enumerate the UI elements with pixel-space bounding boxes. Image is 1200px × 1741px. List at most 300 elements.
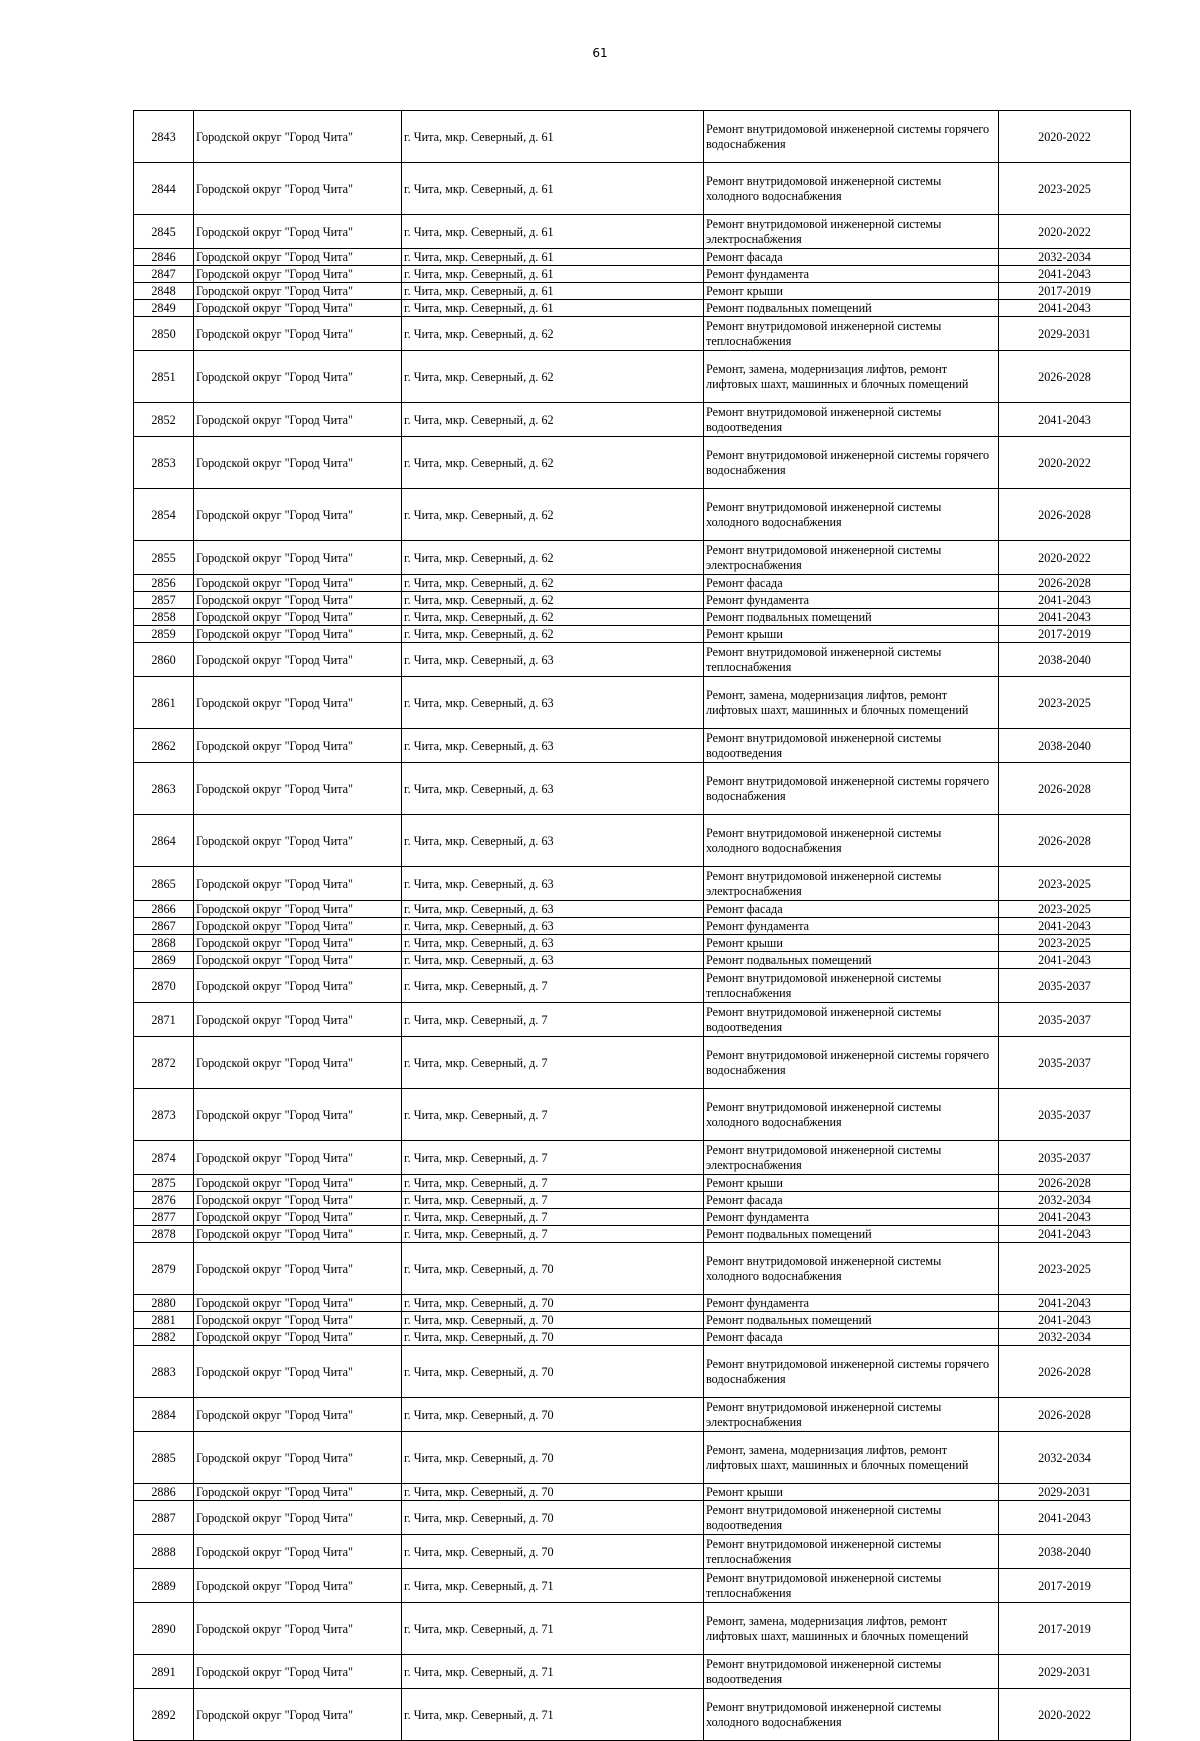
period-cell: 2035-2037	[999, 1003, 1131, 1037]
table-row	[134, 677, 1131, 729]
period-cell: 2020-2022	[999, 437, 1131, 489]
row-number-cell: 2867	[134, 918, 194, 935]
table-row	[134, 1295, 1131, 1312]
address-cell: г. Чита, мкр. Северный, д. 62	[402, 626, 704, 643]
period-cell: 2020-2022	[999, 111, 1131, 163]
address-cell: г. Чита, мкр. Северный, д. 61	[402, 300, 704, 317]
work-type-cell: Ремонт внутридомовой инженерной системы электроснабжения	[704, 867, 999, 901]
row-number-cell: 2865	[134, 867, 194, 901]
municipality-cell: Городской округ "Город Чита"	[194, 215, 402, 249]
page-number: 61	[592, 46, 608, 60]
address-cell: г. Чита, мкр. Северный, д. 61	[402, 249, 704, 266]
table-row	[134, 283, 1131, 300]
table-row	[134, 249, 1131, 266]
municipality-cell: Городской округ "Город Чита"	[194, 1398, 402, 1432]
address-cell: г. Чита, мкр. Северный, д. 70	[402, 1432, 704, 1484]
address-cell: г. Чита, мкр. Северный, д. 62	[402, 541, 704, 575]
period-cell: 2035-2037	[999, 969, 1131, 1003]
table-row	[134, 935, 1131, 952]
work-type-cell: Ремонт подвальных помещений	[704, 1312, 999, 1329]
municipality-cell: Городской округ "Город Чита"	[194, 1569, 402, 1603]
address-cell: г. Чита, мкр. Северный, д. 63	[402, 729, 704, 763]
work-type-cell: Ремонт внутридомовой инженерной системы водоотведения	[704, 1003, 999, 1037]
table-row	[134, 1312, 1131, 1329]
address-cell: г. Чита, мкр. Северный, д. 71	[402, 1689, 704, 1741]
table-row	[134, 575, 1131, 592]
address-cell: г. Чита, мкр. Северный, д. 71	[402, 1603, 704, 1655]
municipality-cell: Городской округ "Город Чита"	[194, 935, 402, 952]
row-number-cell: 2848	[134, 283, 194, 300]
period-cell: 2035-2037	[999, 1037, 1131, 1089]
address-cell: г. Чита, мкр. Северный, д. 7	[402, 1192, 704, 1209]
table-row	[134, 867, 1131, 901]
table-row	[134, 1501, 1131, 1535]
municipality-cell: Городской округ "Город Чита"	[194, 1312, 402, 1329]
municipality-cell: Городской округ "Город Чита"	[194, 1089, 402, 1141]
table-row	[134, 1432, 1131, 1484]
table-row	[134, 1141, 1131, 1175]
municipality-cell: Городской округ "Город Чита"	[194, 643, 402, 677]
municipality-cell: Городской округ "Город Чита"	[194, 1329, 402, 1346]
work-type-cell: Ремонт, замена, модернизация лифтов, ремонт лифтовых шахт, машинных и блочных помещений	[704, 1432, 999, 1484]
municipality-cell: Городской округ "Город Чита"	[194, 266, 402, 283]
work-type-cell: Ремонт, замена, модернизация лифтов, ремонт лифтовых шахт, машинных и блочных помещений	[704, 351, 999, 403]
work-type-cell: Ремонт внутридомовой инженерной системы водоотведения	[704, 729, 999, 763]
row-number-cell: 2861	[134, 677, 194, 729]
row-number-cell: 2862	[134, 729, 194, 763]
address-cell: г. Чита, мкр. Северный, д. 62	[402, 489, 704, 541]
period-cell: 2023-2025	[999, 163, 1131, 215]
row-number-cell: 2892	[134, 1689, 194, 1741]
address-cell: г. Чита, мкр. Северный, д. 62	[402, 317, 704, 351]
work-type-cell: Ремонт внутридомовой инженерной системы электроснабжения	[704, 1141, 999, 1175]
row-number-cell: 2869	[134, 952, 194, 969]
table-row	[134, 1346, 1131, 1398]
municipality-cell: Городской округ "Город Чита"	[194, 1484, 402, 1501]
address-cell: г. Чита, мкр. Северный, д. 71	[402, 1569, 704, 1603]
work-type-cell: Ремонт крыши	[704, 283, 999, 300]
municipality-cell: Городской округ "Город Чита"	[194, 1003, 402, 1037]
work-type-cell: Ремонт подвальных помещений	[704, 300, 999, 317]
address-cell: г. Чита, мкр. Северный, д. 63	[402, 867, 704, 901]
work-type-cell: Ремонт крыши	[704, 935, 999, 952]
row-number-cell: 2844	[134, 163, 194, 215]
table-row	[134, 763, 1131, 815]
table-row	[134, 163, 1131, 215]
address-cell: г. Чита, мкр. Северный, д. 63	[402, 763, 704, 815]
address-cell: г. Чита, мкр. Северный, д. 7	[402, 1003, 704, 1037]
period-cell: 2026-2028	[999, 489, 1131, 541]
work-type-cell: Ремонт фасада	[704, 1329, 999, 1346]
work-type-cell: Ремонт внутридомовой инженерной системы теплоснабжения	[704, 317, 999, 351]
work-type-cell: Ремонт фундамента	[704, 918, 999, 935]
address-cell: г. Чита, мкр. Северный, д. 70	[402, 1535, 704, 1569]
period-cell: 2041-2043	[999, 266, 1131, 283]
address-cell: г. Чита, мкр. Северный, д. 61	[402, 266, 704, 283]
row-number-cell: 2850	[134, 317, 194, 351]
municipality-cell: Городской округ "Город Чита"	[194, 918, 402, 935]
work-type-cell: Ремонт крыши	[704, 1484, 999, 1501]
table-row	[134, 1175, 1131, 1192]
row-number-cell: 2888	[134, 1535, 194, 1569]
municipality-cell: Городской округ "Город Чита"	[194, 1037, 402, 1089]
work-type-cell: Ремонт внутридомовой инженерной системы горячего водоснабжения	[704, 111, 999, 163]
row-number-cell: 2880	[134, 1295, 194, 1312]
period-cell: 2038-2040	[999, 643, 1131, 677]
table-row	[134, 1209, 1131, 1226]
row-number-cell: 2852	[134, 403, 194, 437]
table-row	[134, 317, 1131, 351]
address-cell: г. Чита, мкр. Северный, д. 70	[402, 1295, 704, 1312]
period-cell: 2017-2019	[999, 1569, 1131, 1603]
municipality-cell: Городской округ "Город Чита"	[194, 952, 402, 969]
work-type-cell: Ремонт внутридомовой инженерной системы электроснабжения	[704, 1398, 999, 1432]
table-row	[134, 1329, 1131, 1346]
table-row	[134, 1398, 1131, 1432]
work-type-cell: Ремонт внутридомовой инженерной системы водоотведения	[704, 1655, 999, 1689]
period-cell: 2041-2043	[999, 1312, 1131, 1329]
work-type-cell: Ремонт внутридомовой инженерной системы электроснабжения	[704, 215, 999, 249]
work-type-cell: Ремонт фундамента	[704, 1209, 999, 1226]
work-type-cell: Ремонт внутридомовой инженерной системы водоотведения	[704, 1501, 999, 1535]
work-type-cell: Ремонт фундамента	[704, 592, 999, 609]
period-cell: 2023-2025	[999, 867, 1131, 901]
address-cell: г. Чита, мкр. Северный, д. 63	[402, 918, 704, 935]
table-row	[134, 351, 1131, 403]
period-cell: 2041-2043	[999, 1226, 1131, 1243]
address-cell: г. Чита, мкр. Северный, д. 70	[402, 1501, 704, 1535]
table-row	[134, 300, 1131, 317]
work-type-cell: Ремонт внутридомовой инженерной системы холодного водоснабжения	[704, 1089, 999, 1141]
row-number-cell: 2860	[134, 643, 194, 677]
address-cell: г. Чита, мкр. Северный, д. 7	[402, 1226, 704, 1243]
period-cell: 2029-2031	[999, 1655, 1131, 1689]
table-row	[134, 1655, 1131, 1689]
row-number-cell: 2875	[134, 1175, 194, 1192]
municipality-cell: Городской округ "Город Чита"	[194, 1141, 402, 1175]
period-cell: 2023-2025	[999, 901, 1131, 918]
address-cell: г. Чита, мкр. Северный, д. 61	[402, 111, 704, 163]
period-cell: 2032-2034	[999, 1329, 1131, 1346]
row-number-cell: 2845	[134, 215, 194, 249]
municipality-cell: Городской округ "Город Чита"	[194, 1346, 402, 1398]
work-type-cell: Ремонт внутридомовой инженерной системы горячего водоснабжения	[704, 763, 999, 815]
period-cell: 2041-2043	[999, 592, 1131, 609]
work-type-cell: Ремонт, замена, модернизация лифтов, ремонт лифтовых шахт, машинных и блочных помещений	[704, 677, 999, 729]
row-number-cell: 2858	[134, 609, 194, 626]
work-type-cell: Ремонт, замена, модернизация лифтов, ремонт лифтовых шахт, машинных и блочных помещений	[704, 1603, 999, 1655]
table-row	[134, 1689, 1131, 1741]
work-type-cell: Ремонт внутридомовой инженерной системы холодного водоснабжения	[704, 163, 999, 215]
work-type-cell: Ремонт внутридомовой инженерной системы теплоснабжения	[704, 969, 999, 1003]
period-cell: 2041-2043	[999, 300, 1131, 317]
municipality-cell: Городской округ "Город Чита"	[194, 1226, 402, 1243]
table-row	[134, 1569, 1131, 1603]
municipality-cell: Городской округ "Город Чита"	[194, 111, 402, 163]
work-type-cell: Ремонт внутридомовой инженерной системы горячего водоснабжения	[704, 1037, 999, 1089]
municipality-cell: Городской округ "Город Чита"	[194, 867, 402, 901]
period-cell: 2026-2028	[999, 1346, 1131, 1398]
work-type-cell: Ремонт внутридомовой инженерной системы горячего водоснабжения	[704, 1346, 999, 1398]
address-cell: г. Чита, мкр. Северный, д. 63	[402, 815, 704, 867]
municipality-cell: Городской округ "Город Чита"	[194, 283, 402, 300]
address-cell: г. Чита, мкр. Северный, д. 62	[402, 403, 704, 437]
work-type-cell: Ремонт внутридомовой инженерной системы горячего водоснабжения	[704, 437, 999, 489]
row-number-cell: 2849	[134, 300, 194, 317]
row-number-cell: 2843	[134, 111, 194, 163]
municipality-cell: Городской округ "Город Чита"	[194, 575, 402, 592]
municipality-cell: Городской округ "Город Чита"	[194, 163, 402, 215]
table-row	[134, 609, 1131, 626]
municipality-cell: Городской округ "Город Чита"	[194, 541, 402, 575]
row-number-cell: 2891	[134, 1655, 194, 1689]
municipality-cell: Городской округ "Город Чита"	[194, 1243, 402, 1295]
work-type-cell: Ремонт крыши	[704, 626, 999, 643]
row-number-cell: 2851	[134, 351, 194, 403]
address-cell: г. Чита, мкр. Северный, д. 70	[402, 1329, 704, 1346]
row-number-cell: 2853	[134, 437, 194, 489]
period-cell: 2017-2019	[999, 1603, 1131, 1655]
table-row	[134, 918, 1131, 935]
period-cell: 2023-2025	[999, 1243, 1131, 1295]
address-cell: г. Чита, мкр. Северный, д. 7	[402, 1037, 704, 1089]
municipality-cell: Городской округ "Город Чита"	[194, 1209, 402, 1226]
work-type-cell: Ремонт внутридомовой инженерной системы теплоснабжения	[704, 643, 999, 677]
address-cell: г. Чита, мкр. Северный, д. 71	[402, 1655, 704, 1689]
address-cell: г. Чита, мкр. Северный, д. 62	[402, 351, 704, 403]
address-cell: г. Чита, мкр. Северный, д. 7	[402, 1175, 704, 1192]
period-cell: 2041-2043	[999, 1209, 1131, 1226]
row-number-cell: 2878	[134, 1226, 194, 1243]
period-cell: 2029-2031	[999, 1484, 1131, 1501]
address-cell: г. Чита, мкр. Северный, д. 62	[402, 609, 704, 626]
work-type-cell: Ремонт фасада	[704, 901, 999, 918]
address-cell: г. Чита, мкр. Северный, д. 63	[402, 952, 704, 969]
work-type-cell: Ремонт внутридомовой инженерной системы холодного водоснабжения	[704, 1689, 999, 1741]
table-row	[134, 626, 1131, 643]
period-cell: 2017-2019	[999, 626, 1131, 643]
municipality-cell: Городской округ "Город Чита"	[194, 763, 402, 815]
work-type-cell: Ремонт внутридомовой инженерной системы холодного водоснабжения	[704, 815, 999, 867]
work-type-cell: Ремонт внутридомовой инженерной системы водоотведения	[704, 403, 999, 437]
municipality-cell: Городской округ "Город Чита"	[194, 1535, 402, 1569]
municipality-cell: Городской округ "Город Чита"	[194, 1192, 402, 1209]
row-number-cell: 2868	[134, 935, 194, 952]
address-cell: г. Чита, мкр. Северный, д. 7	[402, 1141, 704, 1175]
address-cell: г. Чита, мкр. Северный, д. 70	[402, 1484, 704, 1501]
work-type-cell: Ремонт фундамента	[704, 266, 999, 283]
row-number-cell: 2877	[134, 1209, 194, 1226]
period-cell: 2020-2022	[999, 541, 1131, 575]
address-cell: г. Чита, мкр. Северный, д. 70	[402, 1243, 704, 1295]
period-cell: 2029-2031	[999, 317, 1131, 351]
municipality-cell: Городской округ "Город Чита"	[194, 317, 402, 351]
work-type-cell: Ремонт внутридомовой инженерной системы холодного водоснабжения	[704, 1243, 999, 1295]
repair-schedule-table	[133, 110, 1131, 1741]
address-cell: г. Чита, мкр. Северный, д. 70	[402, 1398, 704, 1432]
address-cell: г. Чита, мкр. Северный, д. 61	[402, 163, 704, 215]
table-row	[134, 1484, 1131, 1501]
row-number-cell: 2855	[134, 541, 194, 575]
work-type-cell: Ремонт внутридомовой инженерной системы холодного водоснабжения	[704, 489, 999, 541]
period-cell: 2032-2034	[999, 1432, 1131, 1484]
address-cell: г. Чита, мкр. Северный, д. 63	[402, 935, 704, 952]
period-cell: 2023-2025	[999, 935, 1131, 952]
table-row	[134, 1089, 1131, 1141]
row-number-cell: 2854	[134, 489, 194, 541]
table-row	[134, 215, 1131, 249]
municipality-cell: Городской округ "Город Чита"	[194, 1175, 402, 1192]
period-cell: 2023-2025	[999, 677, 1131, 729]
period-cell: 2041-2043	[999, 1501, 1131, 1535]
period-cell: 2035-2037	[999, 1089, 1131, 1141]
period-cell: 2041-2043	[999, 918, 1131, 935]
row-number-cell: 2887	[134, 1501, 194, 1535]
row-number-cell: 2866	[134, 901, 194, 918]
address-cell: г. Чита, мкр. Северный, д. 61	[402, 215, 704, 249]
row-number-cell: 2872	[134, 1037, 194, 1089]
row-number-cell: 2864	[134, 815, 194, 867]
row-number-cell: 2882	[134, 1329, 194, 1346]
period-cell: 2041-2043	[999, 609, 1131, 626]
period-cell: 2032-2034	[999, 1192, 1131, 1209]
work-type-cell: Ремонт внутридомовой инженерной системы электроснабжения	[704, 541, 999, 575]
row-number-cell: 2874	[134, 1141, 194, 1175]
work-type-cell: Ремонт фундамента	[704, 1295, 999, 1312]
row-number-cell: 2857	[134, 592, 194, 609]
period-cell: 2026-2028	[999, 815, 1131, 867]
municipality-cell: Городской округ "Город Чита"	[194, 1689, 402, 1741]
municipality-cell: Городской округ "Город Чита"	[194, 489, 402, 541]
table-row	[134, 1037, 1131, 1089]
table-row	[134, 541, 1131, 575]
table-row	[134, 952, 1131, 969]
period-cell: 2017-2019	[999, 283, 1131, 300]
work-type-cell: Ремонт фасада	[704, 1192, 999, 1209]
row-number-cell: 2863	[134, 763, 194, 815]
municipality-cell: Городской округ "Город Чита"	[194, 729, 402, 763]
address-cell: г. Чита, мкр. Северный, д. 70	[402, 1312, 704, 1329]
period-cell: 2032-2034	[999, 249, 1131, 266]
period-cell: 2026-2028	[999, 1398, 1131, 1432]
row-number-cell: 2847	[134, 266, 194, 283]
table-row	[134, 815, 1131, 867]
period-cell: 2041-2043	[999, 952, 1131, 969]
table-row	[134, 1243, 1131, 1295]
row-number-cell: 2876	[134, 1192, 194, 1209]
period-cell: 2035-2037	[999, 1141, 1131, 1175]
row-number-cell: 2871	[134, 1003, 194, 1037]
municipality-cell: Городской округ "Город Чита"	[194, 626, 402, 643]
table-row	[134, 729, 1131, 763]
municipality-cell: Городской округ "Город Чита"	[194, 815, 402, 867]
work-type-cell: Ремонт подвальных помещений	[704, 609, 999, 626]
municipality-cell: Городской округ "Город Чита"	[194, 1432, 402, 1484]
municipality-cell: Городской округ "Город Чита"	[194, 249, 402, 266]
period-cell: 2026-2028	[999, 351, 1131, 403]
table-row	[134, 489, 1131, 541]
address-cell: г. Чита, мкр. Северный, д. 62	[402, 575, 704, 592]
table-body	[134, 111, 1131, 1741]
work-type-cell: Ремонт внутридомовой инженерной системы теплоснабжения	[704, 1569, 999, 1603]
municipality-cell: Городской округ "Город Чита"	[194, 901, 402, 918]
row-number-cell: 2873	[134, 1089, 194, 1141]
address-cell: г. Чита, мкр. Северный, д. 63	[402, 643, 704, 677]
row-number-cell: 2890	[134, 1603, 194, 1655]
municipality-cell: Городской округ "Город Чита"	[194, 437, 402, 489]
municipality-cell: Городской округ "Город Чита"	[194, 609, 402, 626]
work-type-cell: Ремонт крыши	[704, 1175, 999, 1192]
municipality-cell: Городской округ "Город Чита"	[194, 300, 402, 317]
period-cell: 2020-2022	[999, 1689, 1131, 1741]
table-row	[134, 437, 1131, 489]
table-row	[134, 1535, 1131, 1569]
table-row	[134, 592, 1131, 609]
municipality-cell: Городской округ "Город Чита"	[194, 1295, 402, 1312]
address-cell: г. Чита, мкр. Северный, д. 62	[402, 592, 704, 609]
address-cell: г. Чита, мкр. Северный, д. 7	[402, 969, 704, 1003]
row-number-cell: 2846	[134, 249, 194, 266]
address-cell: г. Чита, мкр. Северный, д. 7	[402, 1209, 704, 1226]
row-number-cell: 2886	[134, 1484, 194, 1501]
period-cell: 2026-2028	[999, 1175, 1131, 1192]
municipality-cell: Городской округ "Город Чита"	[194, 969, 402, 1003]
work-type-cell: Ремонт фасада	[704, 575, 999, 592]
address-cell: г. Чита, мкр. Северный, д. 61	[402, 283, 704, 300]
period-cell: 2026-2028	[999, 575, 1131, 592]
period-cell: 2026-2028	[999, 763, 1131, 815]
municipality-cell: Городской округ "Город Чита"	[194, 403, 402, 437]
period-cell: 2038-2040	[999, 1535, 1131, 1569]
table-row	[134, 1226, 1131, 1243]
table-row	[134, 1603, 1131, 1655]
table-row	[134, 1003, 1131, 1037]
municipality-cell: Городской округ "Город Чита"	[194, 677, 402, 729]
table-row	[134, 643, 1131, 677]
period-cell: 2020-2022	[999, 215, 1131, 249]
table-row	[134, 266, 1131, 283]
work-type-cell: Ремонт подвальных помещений	[704, 1226, 999, 1243]
address-cell: г. Чита, мкр. Северный, д. 63	[402, 901, 704, 918]
work-type-cell: Ремонт фасада	[704, 249, 999, 266]
municipality-cell: Городской округ "Город Чита"	[194, 351, 402, 403]
municipality-cell: Городской округ "Город Чита"	[194, 1655, 402, 1689]
table-row	[134, 111, 1131, 163]
row-number-cell: 2859	[134, 626, 194, 643]
address-cell: г. Чита, мкр. Северный, д. 7	[402, 1089, 704, 1141]
period-cell: 2041-2043	[999, 403, 1131, 437]
table-row	[134, 969, 1131, 1003]
work-type-cell: Ремонт подвальных помещений	[704, 952, 999, 969]
row-number-cell: 2884	[134, 1398, 194, 1432]
table-row	[134, 1192, 1131, 1209]
row-number-cell: 2870	[134, 969, 194, 1003]
row-number-cell: 2879	[134, 1243, 194, 1295]
period-cell: 2041-2043	[999, 1295, 1131, 1312]
row-number-cell: 2881	[134, 1312, 194, 1329]
table-row	[134, 901, 1131, 918]
row-number-cell: 2889	[134, 1569, 194, 1603]
period-cell: 2038-2040	[999, 729, 1131, 763]
row-number-cell: 2885	[134, 1432, 194, 1484]
municipality-cell: Городской округ "Город Чита"	[194, 1603, 402, 1655]
municipality-cell: Городской округ "Город Чита"	[194, 592, 402, 609]
table-row	[134, 403, 1131, 437]
row-number-cell: 2883	[134, 1346, 194, 1398]
address-cell: г. Чита, мкр. Северный, д. 63	[402, 677, 704, 729]
address-cell: г. Чита, мкр. Северный, д. 62	[402, 437, 704, 489]
row-number-cell: 2856	[134, 575, 194, 592]
